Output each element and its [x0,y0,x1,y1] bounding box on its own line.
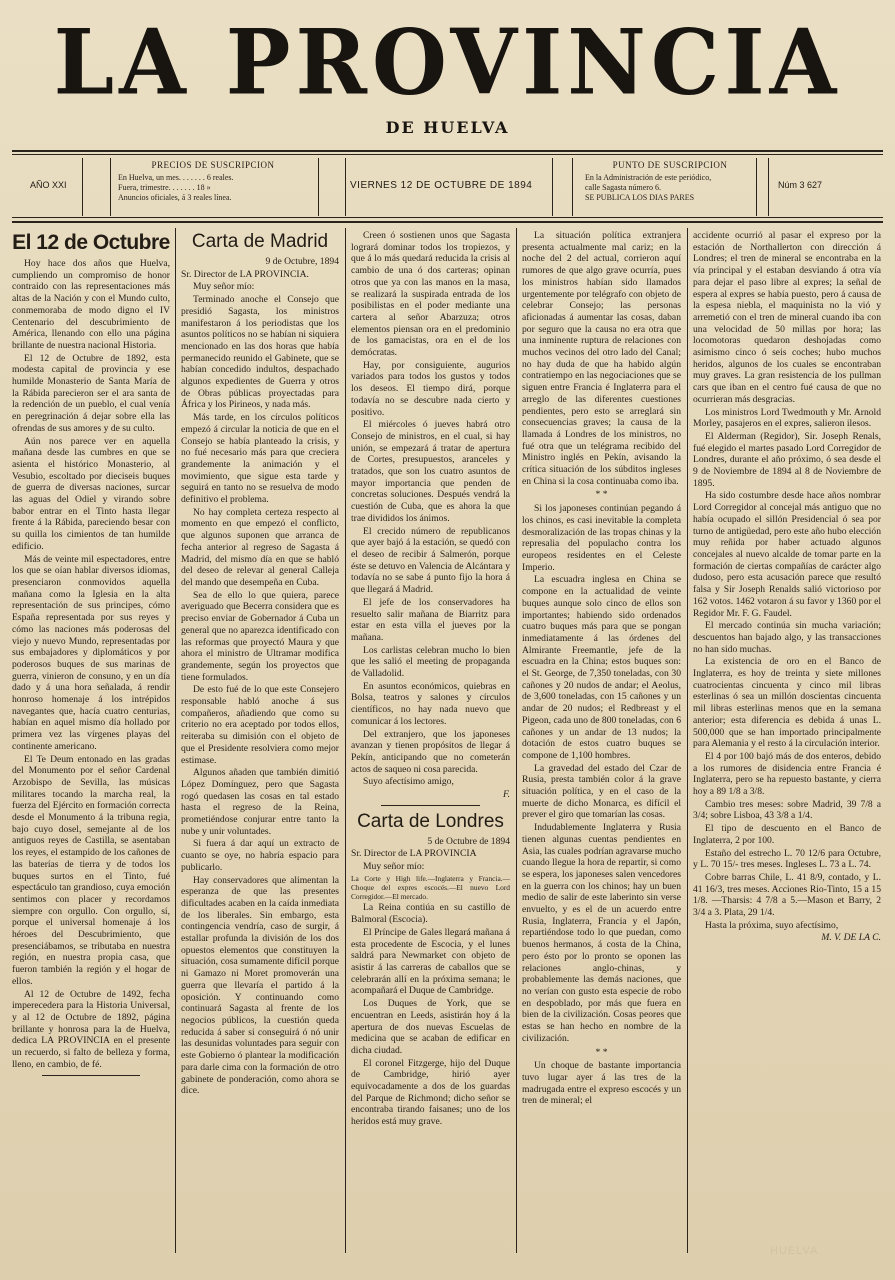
article-paragraph: El mercado continúa sin mucha variación; descuentos han bajado algo, y las transacciones no han sido muchas. [693,620,881,655]
article-paragraph: Aún nos parece ver en aquella mañana desde las cumbres en que se asienta el histórico Monasterio, al Vesubio, escoltado por dieciseis buques de guerra de diversas naciones, surcar las aguas del Odiel y virando sobre babor entrar en el Tinto hasta llegar frente á la Rábida, pareciendo besar con su quilla los cimientos de tan humilde edificio. [12,435,170,552]
year-label: AÑO XXI [30,180,67,190]
summary: La Corte y High life.—Inglaterra y Francia.—Choque del expres escocés.—El nuevo Lord Corregidor.—El mercado. [351,873,510,902]
article-paragraph: accidente ocurrió al pasar el expreso por la estación de Northallerton con dirección á Londres; el tren de mineral se encontraba en la vía principal y el estaban desviando á otra vía para dejar el paso libre al expres; la señal de espera al expres se había puesto, pero á causa de la espesa niebla, el maquinista no la vió y arremetió con el tren de mineral cuando iba con una velocidad de 50 millas por hora; las locomotoras quedaron deshojadas como asimismo cinco ó seis coches; hubo muchos heridos, algunos de los cuales se encontraban muy graves. La gran resistencia de los pullman cars que iban en el centro fué causa de que no ocurrieran más desgracias. [693,230,881,405]
article-paragraph: En asuntos económicos, quiebras en Bolsa, teatros y salones y círculos científicos, no hay nada nuevo que comunicar á los lectores. [351,680,510,727]
masthead-title: LA PROVINCIA [53,9,842,116]
header-divider-7 [756,158,757,216]
article-paragraph: Los carlistas celebran mucho lo bien que les salió el meeting de propaganda de Valladolid. [351,644,510,680]
article-paragraph: El jefe de los conservadores ha resuelto salir mañana de Biarritz para estar en esta villa el jueves por la mañana. [351,596,510,643]
greeting: Muy señor mío: [363,861,425,873]
header-divider-6 [572,158,573,216]
header-divider-3 [318,158,319,216]
article-paragraph: Algunos añaden que también dimitió López Domínguez, pero que Sagasta rogó quedasen las cosas en tal estado hasta el regreso de la Reina, prometiéndose conjurar entre tanto la nube y unir voluntades. [181,767,339,837]
article-paragraph: El 4 por 100 bajó más de dos enteros, debido a los rumores de disidencia entre Francia é Inglaterra, pero se ha repuesto bastante, y cierra hoy a 89 1/8 a 3/8. [693,750,881,798]
subscription-prices [118,160,308,203]
signature: M. V. DE LA C. [821,932,881,944]
article-paragraph: Indudablemente Inglaterra y Rusia tienen algunas cuentas pendientes en Asia, las cuales podrían agravarse mucho cuando llegue la hora de repartir, si como se espera, los japoneses salen vencedores en la guerra con los chinos; hay un buen medio de salir de este laberinto sin verse envuelto, y es el de un acuerdo entre Rusia, Inglaterra, Francia y el Japón, repartiéndose todo lo que puedan, como buenos hermanos, á costa de la China, pero ésto por lo pronto se oponen las relaciones anglo-chinas, y probablemente las demás naciones, que no verían con gusto esta especie de robo en despoblado, por más que fuera en bien de la civilización. Cosas peores que estas se han hecho en nombre de la civilización. [522,822,681,1044]
signature: F. [502,789,510,801]
article-paragraph: Ha sido costumbre desde hace años nombrar Lord Corregidor al concejal más antiguo que no había ocupado el sillón Presidencial ó sea por turno de antigüedad, pero este año hubo elección muy reñida por haber actuado algunos concejales al nuevo alcalde de tomar parte en la formación de ciertas compañías de carácter algo dudoso, pero esta acusación parece que resultó falsa y Sir Joseph Renalds salió victorioso por 162 votos. 1462 votaron á su favor y 1360 por el Regidor Mr. F. G. Faudel. [693,490,881,619]
article-paragraph: Estaño del estrecho L. 70 12/6 para Octubre, y L. 70 15/- tres meses. Ingleses L. 73 a L. 74. [693,847,881,871]
header-rule-bottom [12,217,883,218]
headline-carta-londres: Carta de Londres [357,810,504,832]
header-rule-bottom-thick [12,221,883,223]
article-paragraph: La situación política extranjera presenta actualmente mal cariz; en la noche del 2 del actual, corrieron aquí rumores de que algo grave ocurría, pues los ministros habían sido llamados urgentemente por telégrafo con objeto de celebrar Consejo; las personas aficionadas á aumentar las cosas, daban por seguro que la causa no era otra que una inminente ruptura de relaciones con muchos vecinos del otro lado del Canal; no hay duda de que ha habido algún contratiempo en las negociaciones que se siguen entre Francia é Inglaterra para el arreglo de las diferentes cuestiones pendientes, pero esto se arreglará sin consecuencias graves; la causa de la llamada á Londres de los ministros, no fué otra que un telégrama recibido del Ministro inglés en Pekín, avisando la crítica situación de los súbditos ingleses en China si la cosa continuaba como iba. [522,230,681,487]
subscription-line: Anuncios oficiales, á 3 reales línea. [118,193,232,202]
column-5 [693,230,881,1255]
subscription-point-line: calle Sagasta número 6. [585,183,661,192]
article-paragraph: El crecido número de republicanos que ayer bajó á la estación, se quedó con el deseo de recibir á Salmerón, porque éste se detuvo en Valencia de Alcántara y todavía no se sabe á punto fijo la hora á que llegará á Madrid. [351,525,510,596]
article-paragraph: Hasta la próxima, suyo afectísimo, [705,919,839,931]
header-divider-8 [768,158,769,216]
subscription-point-title: PUNTO DE SUSCRIPCION [612,160,728,170]
article-paragraph: Más tarde, en los círculos políticos empezó á circular la noticia de que en el Consejo se había planteado la crisis, y no fué necesario más para que creciera grandemente la animación y el movimiento, que sigue esta tarde y seguirá en tanto no se resuelva de modo definitivo el problema. [181,412,339,506]
issue-date: VIERNES 12 DE OCTUBRE DE 1894 [350,180,533,191]
issue-number: Núm 3 627 [778,180,823,190]
article-paragraph: Más de veinte mil espectadores, entre los que se oían hablar diversos idiomas, presenciaron conmovidos aquella mañana como la Iglesia en la alta representación de sus principes, cómo España representada por sus reyes y cómo las naciones más poderosas del viejo y nuevo Mundo, representadas por sus embajadores y diplomáticos y por poderosos buques de sus marinas de guerra, vinieron de consuno, y en un día dado y á una hora señalada, á rendir honroso homenaje á los intrépidos navegantes que, hacía cuatro centurias, habían en aquel mismo día hollado por primera vez las vírgenes playas del continente americano. [12,553,170,752]
dateline: 5 de Octubre de 1894 [427,835,510,847]
article-paragraph: La Reina contiúa en su castillo de Balmoral (Escocia). [351,902,510,926]
article-paragraph: El Príncipe de Gales llegará mañana á esta procedente de Escocia, y el lunes saldrá para Newmarket con objeto de asistir á las carreras de caballos que se celebrarán allí en la próxima semana; le acompañará el Duque de Cambridge. [351,926,510,997]
dateline: 9 de Octubre, 1894 [265,256,339,267]
article-paragraph: De esto fué de lo que este Consejero responsable habló anoche á sus compañeros, añadiendo que como su criterio no era aceptado por todos ellos, reiteraba su dimisión con el objeto de que el Presidente resolviera como mejor estimase. [181,684,339,766]
article-paragraph: La escuadra inglesa en China se compone en la actualidad de veinte buques aunque solo cinco de ellos son importantes; habiendo sido ordenados cuatro buques más para que se pongan inmediatamente á las órdenes del Almirante Freemantle, jefe de la escuadra en la China; estos buques son: el St. George, de 7,350 toneladas, con 30 cañones y 20 nudos de andar; el Aeolus, de 3,600 toneladas, con 15 cañones y un andar de 20 nudos; el Redbreast y el Pigeon, cada uno de 800 toneladas, con 6 cañones y un andar de 13 nudos; la dotación de estos cuatro buques se compone de 1,100 hombres. [522,574,681,761]
article-paragraph: El coronel Fitzgerge, hijo del Duque de Cambridge, hirió ayer equivocadamente a dos de los guardas del Parque de Richmond; dicho señor se encontraba tirando faisanes; uno de los heridos está muy grave. [351,1057,510,1128]
subscription-line: Fuera, trimestre. . . . . . . 18 » [118,183,211,192]
column-separator [345,228,346,1253]
header-divider-4 [345,158,346,216]
greeting: Muy señor mío: [193,281,255,293]
header-rule-top [12,150,883,152]
subscription-point [585,160,755,203]
article-paragraph: Creen ó sostienen unos que Sagasta logrará dominar todos los tropiezos, y que á lo más quedará reducida la crisis al cambio de una ó dos carteras; opinan otros que ya con las manos en la masa, se realizará la suspirada entrada de los posibilistas en el poder mediante una cartera al señor Abarzuza; otros elementos piensan ora en el predominio de los gamacistas, ora en el de los demócratas. [351,230,510,359]
article-paragraph: Sea de ello lo que quiera, parece averiguado que Becerra considera que es preciso enviar de Gobernador á Cuba un general que no aparezca identificado con las reformas que proyectó Maura y que ahora el ministro de Ultramar modifica grandemente, según los proyectos que tiene formulados. [181,589,339,683]
article-paragraph: El tipo de descuento en el Banco de Inglaterra, 2 por 100. [693,823,881,846]
masthead-subtitle: DE HUELVA [385,118,510,137]
article-paragraph: Si los japoneses continúan pegando á los chinos, es casi inevitable la completa desmoralización de las tropas chinas y la represalia del populacho contra los europeos residentes en el Celeste Imperio. [522,503,681,573]
article-paragraph: El miércoles ó jueves habrá otro Consejo de ministros, en el cual, si hay unión, se empezará á tratar de apertura de Cortes, presupuestos, aranceles y tratados, que son los cuatro asuntos de mayor importancia que penden de concretas soluciones. Después vendrá la cuestión de Cuba, que es ahora la que trae divididos los ánimos. [351,419,510,524]
article-paragraph: Hay, por consiguiente, augurios variados para todos los gustos y todos los deseos. El tiempo dirá, porque todavía no se descubre nada cierto y positivo. [351,359,510,418]
column-separator [516,228,517,1253]
column-3 [351,230,510,1255]
section-stars: * * [595,1046,608,1058]
headline-carta-madrid: Carta de Madrid [191,231,329,252]
header-divider-1 [82,158,83,216]
article-paragraph: Cambio tres meses: sobre Madrid, 39 7/8 a 3/4; sobre Lisboa, 43 3/8 a 1/4. [693,798,881,822]
column-separator [175,228,176,1253]
article-paragraph: Si fuera á dar aquí un extracto de cuanto se oye, no habría espacio para publicarlo. [181,838,339,873]
header-divider-5 [552,158,553,216]
column-2 [181,230,339,1255]
article-paragraph: Los ministros Lord Twedmouth y Mr. Arnold Morley, pasajeros en el expres, salieron ilesos. [693,406,881,430]
article-paragraph: No hay completa certeza respecto al momento en que empezó el conflicto, que algunos suponen que arranca de fecha anterior al regreso de Sagasta á Madrid, del mismo día en que se habló del deseo de relevar al general Calleja del mando que desempeña en Cuba. [181,506,339,588]
column-separator [687,228,688,1253]
salutation: Sr. Director de LA PROVINCIA. [181,268,309,280]
article-paragraph: Terminado anoche el Consejo que presidió Sagasta, los ministros manifestaron á los periodistas que los asuntos políticos no se habían ni siquiera mencionado en las dos horas que había permanecido reunido el Gabinete, que se habían concedido indultos, despachado algunos expedientes de Guerra y otros de Obras públicas proyectadas para África y los Pirineos, y nada más. [181,294,339,411]
article-paragraph: Los Duques de York, que se encuentran en Leeds, asistirán hoy á la apertura de dos nuevas Escuelas de medicina que se acaban de edificar en dicha ciudad. [351,998,510,1056]
article-paragraph: El 12 de Octubre de 1892, esta modesta capital de provincia y ese humilde Monasterio de Santa María de la Rábida parecieron ser el ara santa de la redención de un pueblo, el cual venía en peregrinación á dejar sobre ella las ofrendas de sus amores y de su culto. [12,352,170,434]
salutation: Sr. Director de LA PROVINCIA [351,848,477,860]
article-paragraph: Suyo afectísimo amigo, [363,776,454,788]
end-rule [42,1075,140,1076]
article-paragraph: Del extranjero, que los japoneses avanzan y tienen propósitos de llegar á Pekín, anticipando que no cometerán actos de saqueo ni cosa parecida. [351,728,510,775]
article-paragraph: Hay conservadores que alimentan la esperanza de que las presentes dificultades acaben en la caída inmediata de los liberales. Sin embargo, esta contingencia vendría, caso de surgir, á estallar profunda la división de los dos opuestos elementos que constituyen la situación, cosa sumamente difícil porque ni Gamazo ni Moret promoverán una guerra que llevaría el partido á la oposición. Y continuando como continuará Sagasta al frente de los negocios públicos, la cuestión queda reducida á saber si conseguirá ó nó unir las desunidas voluntades para seguir con este Gobierno ó plantear la modificación para darle cima con la formación de otro gabinete de ponderación, como ahora se dice. [181,874,339,1097]
column-1 [12,230,170,1255]
article-paragraph: Hoy hace dos años que Huelva, cumpliendo un compromiso de honor contraido con las representaciones más altas de la Nación y con el Mundo culto, conmemoraba de modo digno el IV Centenario del descubrimiento de América, llenando con ello una página brillante de nuestra nacional Historia. [12,258,170,351]
article-paragraph: Un choque de bastante importancia tuvo lugar ayer á las tres de la madrugada entre el expreso escocés y un tren de mineral; el [522,1060,681,1107]
headline-12-octubre: El 12 de Octubre [12,231,170,254]
subscription-line: En Huelva, un mes. . . . . . . 6 reales. [118,173,234,182]
header-divider-2 [110,158,111,216]
article-paragraph: Al 12 de Octubre de 1492, fecha imperecedera para la Historia Universal, y al 12 de Octubre de 1892, página brillante y honrosa para la de Huelva, dedica LA PROVINCIA en el presente un recuerdo, si falto de belleza y forma, lleno, en cambio, de fé. [12,988,170,1070]
column-4 [522,230,681,1255]
article-paragraph: El Alderman (Regidor), Sir. Joseph Renals, fué elegido el martes pasado Lord Corregidor de Londres, durante el año próximo, ó sea desde el 9 de Noviembre de 1894 al 8 de Noviembre de 1895. [693,430,881,489]
subscription-point-line: En la Administración de este periódico, [585,173,712,182]
watermark: HUELVA [770,1245,819,1257]
article-paragraph: El Te Deum entonado en las gradas del Monumento por el señor Cardenal Arzobispo de Sevilla, las músicas militares tocando la marcha real, la fuerza del Ejército en formación correcta desde el Monumento á la tribuna regia, bajo cuyo dosel, semejante al de los antiguos reyes de Castilla, se asentaban los reyes, el estampido de los cañones de las baterías de tierra y de todos los buques surtos en el Tinto, fué espectáculo tan grandioso, cuya emoción sentimos con placer y recordamos siempre con orgullo. Con orgullo, sí, porque el universal homenaje á los héroes del Descubrimiento, que presenciábamos, se tributaba en nuestra región, en nuestra propia casa, que fueron también la región y el hogar de ellos. [12,753,170,987]
article-rule [381,805,480,806]
section-stars: * * [595,489,608,501]
subscription-point-line: SE PUBLICA LOS DIAS PARES [585,193,695,202]
article-paragraph: La gravedad del estado del Czar de Rusia, presta también color á la grave situación política, y en el caso de la muerte de dicho Monarca, es difícil el prever el giro que tomarían las cosas. [522,762,681,821]
article-paragraph: Cobre barras Chile, L. 41 8/9, contado, y L. 41 16/3, tres meses. Acciones Rio-Tinto, 15 a 15 1/8. —Tharsis: 4 7/8 a 5.—Mason et Barry, 2 3/4 a 3. Plata, 29 1/4. [693,871,881,919]
header-rule-top-thin [12,154,883,155]
article-paragraph: La existencia de oro en el Banco de Inglaterra, es hoy de treinta y siete millones cuatrocientas cincuenta y cinco mil libras esterlinas ó sea un millón doscientas cincuenta mil libras esterlinas menos que en la semana anterior; esta diferencia es debida á unas L. 500,000 que se han importado principalmente para Alemania y el resto á la circulación interior. [693,656,881,750]
subscription-title: PRECIOS DE SUSCRIPCION [151,160,275,170]
